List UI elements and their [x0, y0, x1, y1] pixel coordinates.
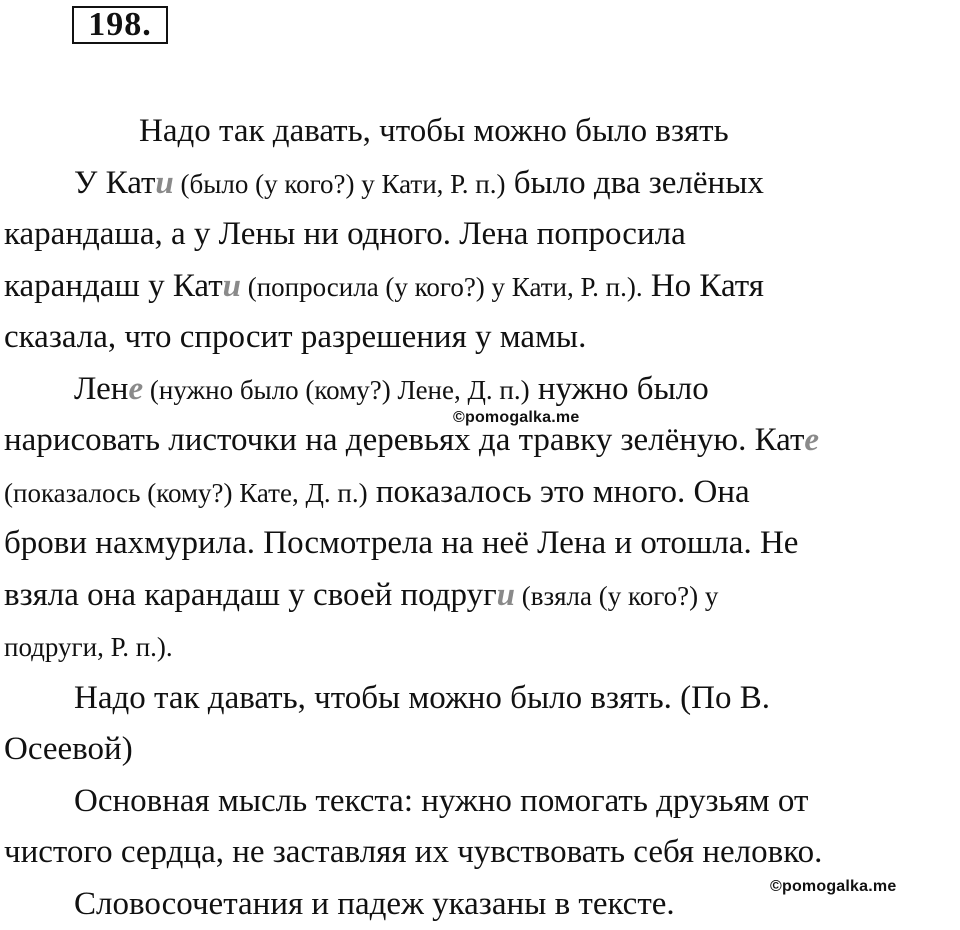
text-segment: карандаш у Кат	[4, 268, 223, 304]
paragraph-2-line-6	[4, 621, 960, 673]
watermark: ©pomogalka.me	[453, 409, 579, 427]
text-segment: нарисовать листочки на деревьях да травку зелёную. Кат	[4, 422, 804, 458]
watermark: ©pomogalka.me	[770, 878, 896, 896]
case-annotation: (взяла (у кого?) у	[515, 581, 718, 611]
case-annotation: (нужно было (кому?) Лене, Д. п.)	[143, 375, 529, 405]
paragraph-4-line-1: Основная мысль текста: нужно помогать друзьям от	[4, 776, 960, 828]
paragraph-4-line-2: чистого сердца, не заставляя их чувствовать себя неловко.	[4, 827, 960, 879]
case-annotation: подруги, Р. п.).	[4, 632, 173, 662]
text-segment: Но Катя	[643, 268, 764, 304]
paragraph-1-line-4: сказала, что спросит разрешения у мамы.	[4, 312, 960, 364]
paragraph-3-line-2: Осеевой)	[4, 724, 960, 776]
highlighted-ending: е	[128, 371, 143, 407]
exercise-number: 198.	[72, 6, 168, 44]
text-segment: взяла она карандаш у своей подруг	[4, 577, 497, 613]
paragraph-5-line-1: Словосочетания и падеж указаны в тексте.	[4, 879, 960, 930]
highlighted-ending: и	[497, 577, 515, 613]
text-segment: было два зелёных	[506, 165, 764, 201]
case-annotation: (попросила (у кого?) у Кати, Р. п.).	[241, 272, 643, 302]
paragraph-2-line-4: брови нахмурила. Посмотрела на неё Лена и отошла. Не	[4, 518, 960, 570]
text-segment: Лен	[74, 371, 128, 407]
paragraph-2-line-1	[4, 364, 960, 416]
case-annotation: (было (у кого?) у Кати, Р. п.)	[174, 169, 506, 199]
document-body	[4, 106, 960, 930]
text-segment: нужно было	[530, 371, 709, 407]
paragraph-2-line-5	[4, 570, 960, 622]
text-title: Надо так давать, чтобы можно было взять	[4, 106, 960, 158]
paragraph-1-line-3	[4, 261, 960, 313]
case-annotation: (показалось (кому?) Кате, Д. п.)	[4, 478, 368, 508]
paragraph-1-line-2: карандаша, а у Лены ни одного. Лена попросила	[4, 209, 960, 261]
highlighted-ending: е	[804, 422, 819, 458]
paragraph-3-line-1: Надо так давать, чтобы можно было взять. (По В.	[4, 673, 960, 725]
highlighted-ending: и	[155, 165, 173, 201]
paragraph-2-line-3	[4, 467, 960, 519]
text-segment: У Кат	[74, 165, 155, 201]
text-segment: показалось это много. Она	[368, 474, 750, 510]
highlighted-ending: и	[223, 268, 241, 304]
paragraph-1-line-1	[4, 158, 960, 210]
